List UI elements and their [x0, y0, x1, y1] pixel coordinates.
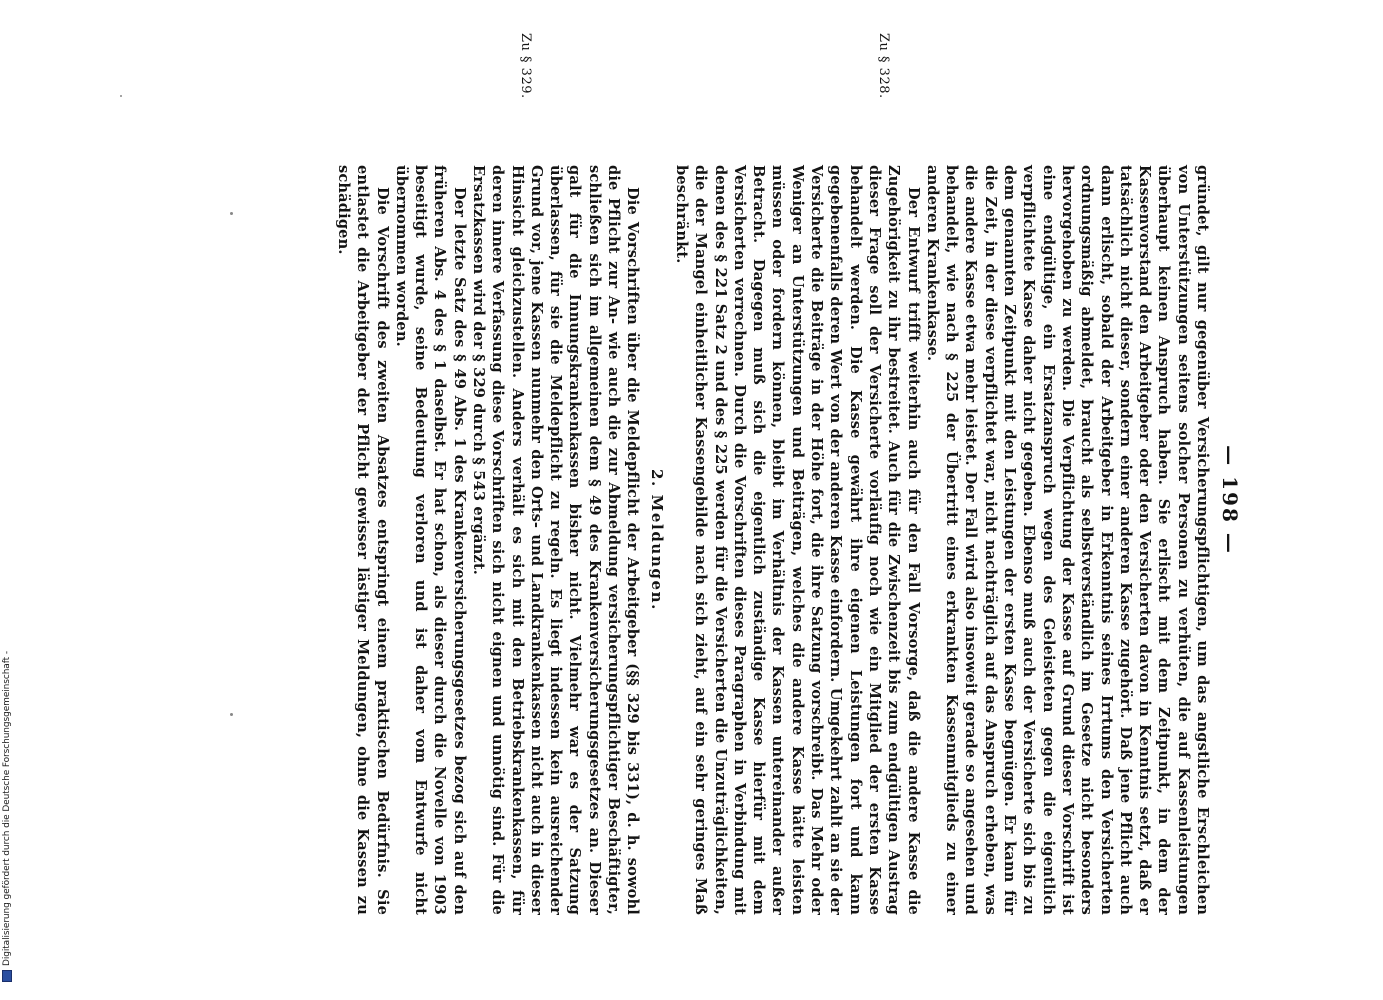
section-heading: 2. Meldungen. — [647, 469, 666, 611]
paragraph: gründet, gilt nur gegenüber Versicherungspflichtigen, um das angstliche Erschleichen von Unterstützungen seitens solcher Personen zu verhüten, die auf Kassenleistungen überhaupt keinen Anspruch haben. Sie erlischt mit dem Zeitpunkt, in dem der Kassenvorstand den Arbeitgeber oder den Versicherten davon in Kenntnis setzt, daß er tatsächlich nicht dieser, sondern einer anderen Kasse zugehört. Daß jene Pflicht auch dann erlischt, sobald der Arbeitgeber in Erkenntnis seines Irrtums den Versicherten ordnungsmäßig abmeldet, braucht als selbstverständlich im Gesetze nicht besonders hervorgehoben zu werden. Die Verpflichtung der Kasse auf Grund dieser Vorschrift ist eine endgültige, ein Ersatzanspruch wegen des Geleisteten gegen die eigentlich verpflichtete Kasse daher nicht gegeben. Ebenso muß auch der Versicherte sich bis zu dem genannten Zeitpunkt mit den Leistungen der ersten Kasse begnügen. Er kann für die Zeit, in der diese verpflichtet war, nicht nachträglich auf das Anspruch erheben, was die andere Kasse etwa mehr leistet. Der Fall wird also insoweit gerade so angesehen und behandelt, wie nach § 225 der Übertritt eines erkrankten Kassenmitglieds zu einer anderen Krankenkasse. — [923, 165, 1211, 915]
digitization-credit — [0, 0, 14, 990]
digitization-credit-text: Digitalisierung gefördert durch die Deutsche Forschungsgemeinschaft - — [2, 651, 12, 966]
paragraph: Die Vorschrift des zweiten Absatzes entspringt einem praktischen Bedürfnis. Sie entlastet die Arbeitgeber der Pflicht gewisser lästiger Meldungen, ohne die Kassen zu schädigen. — [334, 165, 391, 915]
rotated-page — [110, 5, 1250, 995]
dfg-logo-icon — [2, 970, 12, 982]
paragraph: Der letzte Satz des § 49 Abs. 1 des Krankenversicherungsgesetzes bezog sich auf den früheren Abs. 4 des § 1 daselbst. Er hat schon, als dieser durch die Novelle von 1903 beseitigt wurde, seine Bedeutung verloren und ist daher vom Entwurfe nicht übernommen worden. — [392, 165, 468, 915]
margin-ref-329: Zu § 329. — [518, 33, 533, 99]
scan-speck — [230, 713, 233, 716]
page-number: — 198 — — [1218, 445, 1242, 555]
body-text — [334, 165, 1212, 915]
scan-speck — [120, 95, 122, 97]
paragraph: Die Vorschriften über die Meldepflicht der Arbeitgeber (§§ 329 bis 331), d. h. sowohl die Pflicht zur An- wie auch die zur Abmeldung versicherungspflichtiger Beschäftigter, schließen sich im allgemeinen dem § 49 des Krankenversicherungsgesetzes an. Dieser galt für die Innungskrankenkassen bisher nicht. Vielmehr war es der Satzung überlassen, für sie die Meldepflicht zu regeln. Es liegt indessen kein ausreichender Grund vor, jene Kassen nunmehr den Orts- und Landkrankenkassen nicht auch in dieser Hinsicht gleichzustellen. Anders verhält es sich mit den Betriebskrankenkassen, für deren innere Verfassung diese Vorschriften sich nicht eignen und unnötig sind. Für die Ersatzkassen wird der § 329 durch § 543 ergänzt. — [470, 165, 642, 915]
scan-speck — [230, 212, 233, 215]
paragraph: Der Entwurf trifft weiterhin auch für den Fall Vorsorge, daß die andere Kasse die Zugehörigkeit zu ihr bestreitet. Auch für die Zwischenzeit bis zum endgültigen Austrag dieser Frage soll der Versicherte vorläufig noch wie ein Mitglied der ersten Kasse behandelt werden. Die Kasse gewährt ihre eigenen Leistungen fort und kann gegebenenfalls deren Wert von der anderen Kasse einfordern. Umgekehrt zahlt an sie der Versicherte die Beiträge in der Höhe fort, die ihre Satzung vorschreibt. Das Mehr oder Weniger an Unterstützungen und Beiträgen, welches die andere Kasse hätte leisten müssen oder fordern können, bleibt im Verhältnis der Kassen untereinander außer Betracht. Dagegen muß sich die eigentlich zuständige Kasse hierfür mit dem Versicherten verrechnen. Durch die Vorschriften dieses Paragraphen in Verbindung mit denen des § 221 Satz 2 und des § 225 werden für die Versicherten die Unzuträglichkeiten, die der Mangel einheitlicher Kassengebilde nach sich zieht, auf ein sehr geringes Maß beschränkt. — [672, 165, 922, 915]
margin-ref-328: Zu § 328. — [876, 33, 891, 99]
